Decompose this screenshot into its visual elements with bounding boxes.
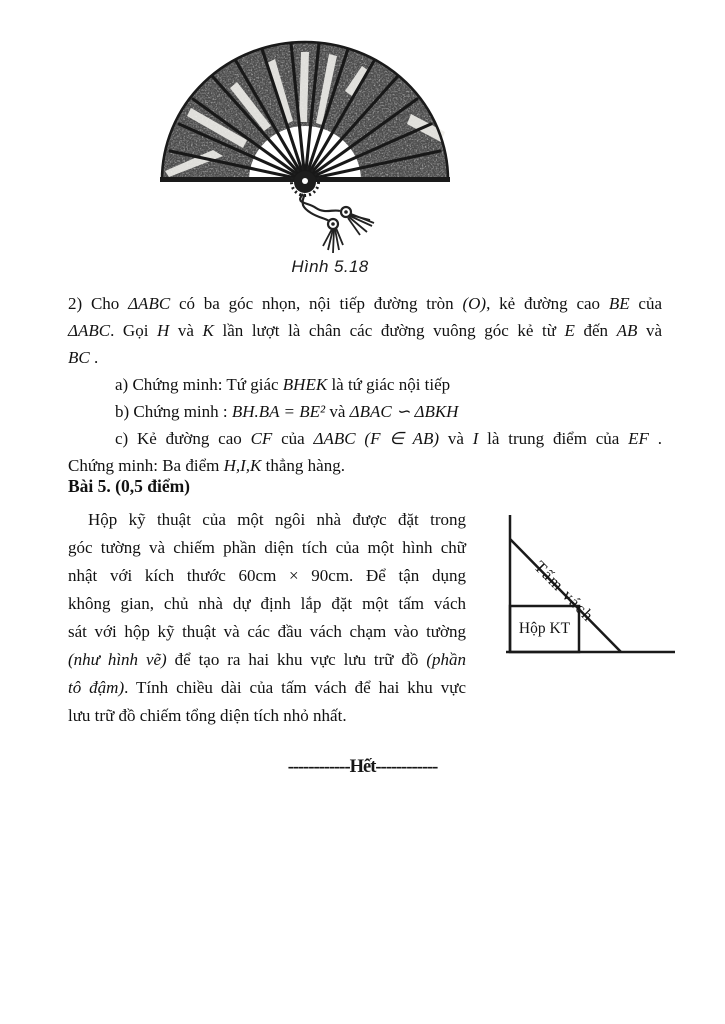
- math-text: tô đậm): [68, 678, 125, 697]
- body-text: a) Chứng minh: Tứ giác: [115, 375, 283, 394]
- body-text: lưu trữ đồ chiếm tổng diện tích nhỏ nhất.: [68, 706, 347, 725]
- math-text: (phần: [426, 650, 466, 669]
- body-text: sát với hộp kỹ thuật và các đầu vách chạm vào tường: [68, 622, 466, 641]
- math-text: BHEK: [282, 375, 328, 394]
- body-text: và: [169, 321, 203, 340]
- text-line: [68, 371, 662, 398]
- math-text: BC: [68, 348, 90, 367]
- math-text: ΔABC (F ∈ AB): [313, 429, 440, 448]
- body-text: đến: [574, 321, 617, 340]
- body-text: . Tính chiều dài của tấm vách để hai khu vực: [124, 678, 466, 697]
- body-text: thẳng hàng.: [261, 456, 345, 475]
- math-text: BE: [608, 294, 630, 313]
- problem2-paragraph: [68, 290, 662, 479]
- math-text: I: [472, 429, 479, 448]
- math-text: ΔABC: [128, 294, 171, 313]
- body-text: góc tường và chiếm phần diện tích của một hình chữ: [68, 538, 466, 557]
- text-line: [68, 398, 662, 425]
- body-text: có ba góc nhọn, nội tiếp đường tròn: [170, 294, 463, 313]
- body-text: .: [89, 348, 99, 367]
- text-line: [68, 562, 466, 590]
- text-line: [68, 317, 662, 344]
- math-text: K: [202, 321, 214, 340]
- text-line: [68, 290, 662, 317]
- fan-figure: [150, 36, 456, 260]
- body-text: của: [629, 294, 662, 313]
- body-text: để tạo ra hai khu vực lưu trữ đồ: [166, 650, 427, 669]
- corner-diagram: [498, 503, 688, 663]
- text-line: [68, 452, 662, 479]
- figure-caption: Hình 5.18: [291, 257, 369, 276]
- tech-box-label: Hộp KT: [518, 620, 571, 637]
- body-text: của: [272, 429, 314, 448]
- text-line: [68, 674, 466, 702]
- text-line: [68, 702, 466, 730]
- math-text: (O): [462, 294, 487, 313]
- text-line: [68, 344, 662, 371]
- body-text: . Gọi: [110, 321, 158, 340]
- body-text: Hộp kỹ thuật của một ngôi nhà được đặt trong: [88, 510, 466, 529]
- body-text: và: [439, 429, 473, 448]
- math-text: H,I,K: [223, 456, 262, 475]
- body-text: và: [325, 402, 350, 421]
- math-text: BH.BA = BE²: [231, 402, 326, 421]
- math-text: ΔBAC ∽ ΔBKH: [349, 402, 459, 421]
- math-text: AB: [616, 321, 638, 340]
- body-text: nhật với kích thước 60cm × 90cm. Để tận dụng: [68, 566, 466, 585]
- bai5-paragraph: [68, 506, 466, 730]
- body-text: là tứ giác nội tiếp: [327, 375, 451, 394]
- math-text: H: [157, 321, 170, 340]
- math-text: EF: [628, 429, 649, 448]
- end-divider: ------------Hết------------: [287, 757, 438, 777]
- math-text: (như hình vẽ): [68, 650, 167, 669]
- body-text: c) Kẻ đường cao: [115, 429, 251, 448]
- body-text: không gian, chủ nhà dự định lắp đặt một tấm vách: [68, 594, 466, 613]
- fan-tassels: [300, 194, 374, 253]
- text-line: [68, 590, 466, 618]
- body-text: 2) Cho: [68, 294, 129, 313]
- math-text: ΔABC: [68, 321, 111, 340]
- text-line: [68, 618, 466, 646]
- body-text: lần lượt là chân các đường vuông góc kẻ từ: [213, 321, 565, 340]
- body-text: Chứng minh: Ba điểm: [68, 456, 224, 475]
- folding-fan-icon: [150, 36, 456, 260]
- text-line: [68, 646, 466, 674]
- body-text: b) Chứng minh :: [115, 402, 232, 421]
- partition-label: Tấm vách: [530, 557, 599, 626]
- text-line: [68, 425, 662, 452]
- bai5-heading: Bài 5. (0,5 điểm): [68, 476, 191, 496]
- math-text: E: [564, 321, 575, 340]
- body-text: .: [648, 429, 663, 448]
- body-text: , kẻ đường cao: [486, 294, 609, 313]
- body-text: là trung điểm của: [478, 429, 629, 448]
- text-line: [68, 506, 466, 534]
- math-text: CF: [250, 429, 273, 448]
- body-text: và: [637, 321, 663, 340]
- text-line: [68, 534, 466, 562]
